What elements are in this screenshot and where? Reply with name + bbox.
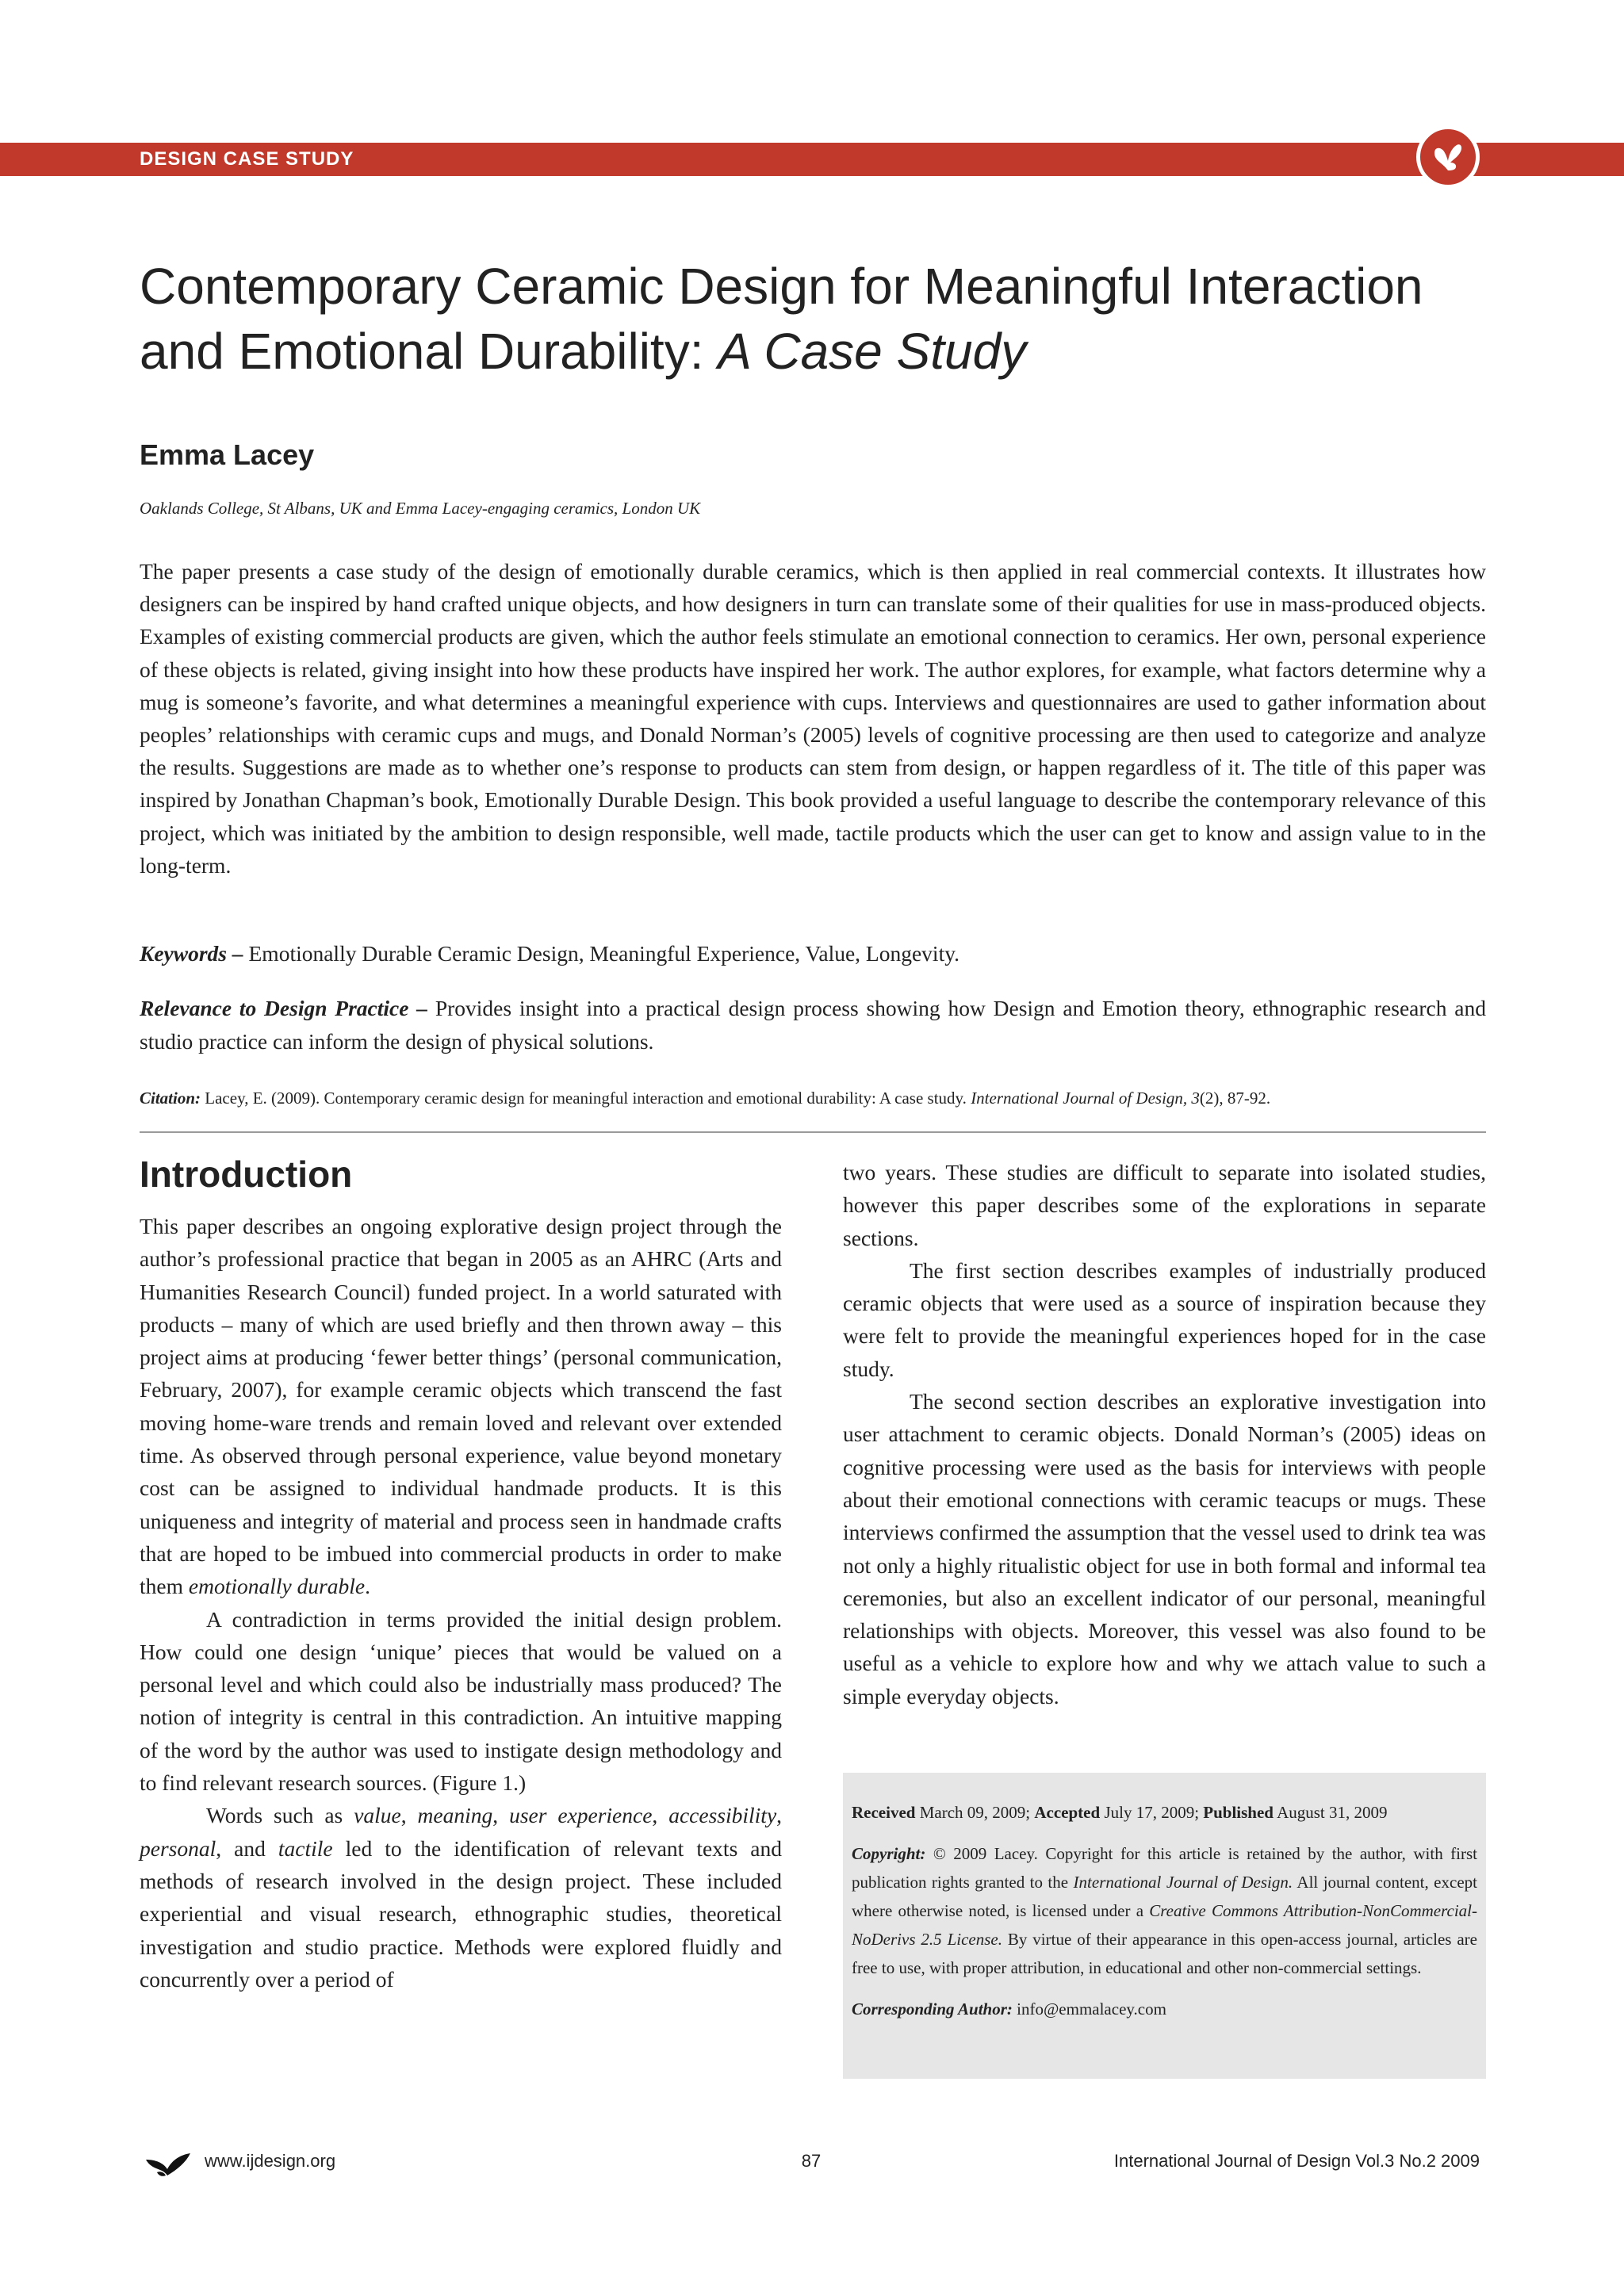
keywords-text: Emotionally Durable Ceramic Design, Meaningful Experience, Value, Longevity. xyxy=(243,941,960,966)
body-column-left xyxy=(140,1210,782,1996)
copyright-journal: International Journal of Design. xyxy=(1073,1873,1293,1892)
section-band xyxy=(0,143,1624,176)
corresponding-author-label: Corresponding Author: xyxy=(852,1999,1013,2019)
relevance-label: Relevance to Design Practice – xyxy=(140,996,428,1020)
received-date: March 09, 2009; xyxy=(915,1803,1035,1822)
citation-text: Lacey, E. (2009). Contemporary ceramic design for meaningful interaction and emotional durability: A case study. xyxy=(201,1089,971,1108)
paragraph-text: Words such as xyxy=(206,1803,354,1828)
relevance-text: Provides insight into a practical design process showing how Design and Emotion theory, ethnographic research and studio practice can inform the design of physical solutions. xyxy=(140,996,1487,1054)
section-heading-introduction: Introduction xyxy=(140,1154,353,1195)
keywords xyxy=(140,937,1486,970)
divider xyxy=(140,1131,1486,1133)
emphasis: user experience xyxy=(509,1803,653,1828)
paragraph-text: This paper describes an ongoing explorative design project through the author’s professional practice that began in 2005 as an AHRC (Arts and Humanities Research Council) funded project. In a world saturated with products – many of which are used briefly and then thrown away – this project aims at producing ‘fewer better things’ (personal communication, February, 2007), for example ceramic objects which transcend the fast moving home-ware trends and remain loved and relevant over extended time. As observed through personal experience, value beyond monetary cost can be assigned to individual handmade products. It is this uniqueness and integrity of material and process seen in handmade crafts that are hoped to be imbued into commercial products in order to make them xyxy=(140,1214,782,1599)
page-number: 87 xyxy=(801,2151,822,2171)
citation-label: Citation: xyxy=(140,1089,201,1108)
keywords-label: Keywords – xyxy=(140,941,243,966)
accepted-date: July 17, 2009; xyxy=(1100,1803,1204,1822)
accepted-label: Accepted xyxy=(1034,1803,1101,1822)
emphasis: accessibility xyxy=(668,1803,777,1828)
journal-butterfly-logo-icon xyxy=(1416,125,1480,189)
separator: , xyxy=(400,1803,418,1828)
emphasis: emotionally durable xyxy=(188,1574,366,1599)
emphasis: value xyxy=(354,1803,401,1828)
emphasis: tactile xyxy=(278,1835,333,1861)
copyright-notice xyxy=(852,1839,1477,1982)
paragraph-text: . xyxy=(365,1574,371,1599)
author-affiliation: Oaklands College, St Albans, UK and Emma Lacey-engaging ceramics, London UK xyxy=(140,499,701,518)
paragraph xyxy=(140,1210,782,1603)
footer-website-link[interactable]: www.ijdesign.org xyxy=(205,2151,336,2171)
received-label: Received xyxy=(852,1803,916,1822)
article-dates xyxy=(852,1798,1477,1827)
ijdesign-butterfly-icon xyxy=(143,2152,192,2183)
copyright-text: By virtue of their appearance in this open-access journal, articles are free to use, with proper attribution, in educational and other non-commercial settings. xyxy=(852,1930,1477,1977)
published-date: August 31, 2009 xyxy=(1274,1803,1388,1822)
paragraph: The second section describes an explorative investigation into user attachment to ceramic objects. Donald Norman’s (2005) ideas on cognitive processing were used as the basis for interviews with people about their emotional connections with ceramic teacups or mugs. These interviews confirmed the assumption that the vessel used to drink tea was not only a highly ritualistic object for use in both formal and informal tea ceremonies, but also an excellent indicator of our personal, meaningful relationships with objects. Moreover, this vessel was also found to be useful as a vehicle to explore how and why we attach value to such a simple everyday objects. xyxy=(843,1389,1486,1709)
published-label: Published xyxy=(1203,1803,1274,1822)
paragraph xyxy=(140,1799,782,1996)
paragraph: two years. These studies are difficult to separate into isolated studies, however this paper describes some of the explorations in separate sections. xyxy=(843,1160,1486,1250)
paragraph: The first section describes examples of industrially produced ceramic objects that were used as a source of inspiration because they were felt to provide the meaningful experiences hoped for in the case study. xyxy=(843,1257,1486,1381)
article-info-box xyxy=(843,1773,1486,2079)
citation xyxy=(140,1086,1486,1110)
footer-journal: International Journal of Design Vol.3 No.2 2009 xyxy=(1113,2151,1480,2171)
section-label: DESIGN CASE STUDY xyxy=(140,148,354,170)
separator: , xyxy=(776,1803,783,1828)
emphasis: personal xyxy=(140,1835,216,1861)
emphasis: meaning xyxy=(417,1803,493,1828)
copyright-license-link[interactable]: Creative Commons Attribution-NonCommercial-NoDerivs 2.5 License. xyxy=(852,1901,1477,1949)
relevance xyxy=(140,992,1486,1058)
corresponding-author xyxy=(852,1995,1477,2023)
paper-title xyxy=(140,254,1488,384)
author-name: Emma Lacey xyxy=(140,438,315,471)
separator: , xyxy=(492,1803,510,1828)
corresponding-author-email[interactable]: info@emmalacey.com xyxy=(1012,1999,1166,2019)
paper-title-main: Contemporary Ceramic Design for Meaningful Interaction and Emotional Durability: xyxy=(140,258,1423,380)
copyright-text: All journal content, except where otherwise noted, is licensed under a xyxy=(852,1873,1477,1920)
citation-issue: (2), 87-92. xyxy=(1199,1089,1271,1108)
body-column-right xyxy=(843,1156,1486,1712)
copyright-text: © 2009 Lacey. Copyright for this article is retained by the author, with first publication rights granted to the xyxy=(852,1844,1477,1892)
copyright-label: Copyright: xyxy=(852,1844,926,1863)
abstract: The paper presents a case study of the design of emotionally durable ceramics, which is then applied in real commercial contexts. It illustrates how designers can be inspired by hand crafted unique objects, and how designers in turn can translate some of their qualities for use in mass-produced objects. Examples of existing commercial products are given, which the author feels stimulate an emotional connection to ceramics. Her own, personal experience of these objects is related, giving insight into how these products have inspired her work. The author explores, for example, what factors determine why a mug is someone’s favorite, and what determines a meaningful experience with cups. Interviews and questionnaires are used to gather information about peoples’ relationships with ceramic cups and mugs, and Donald Norman’s (2005) levels of cognitive processing are then used to categorize and analyze the results. Suggestions are made as to whether one’s response to products can stem from design, or happen regardless of it. The title of this paper was inspired by Jonathan Chapman’s book, Emotionally Durable Design. This book provided a useful language to describe the contemporary relevance of this project, which was initiated by the ambition to design responsible, well made, tactile products which the user can get to know and assign value to in the long-term. xyxy=(140,559,1486,878)
paper-title-italic: A Case Study xyxy=(718,323,1027,380)
paragraph-text: led to the identification of relevant texts and methods of research involved in the design project. These included experiential and visual research, ethnographic studies, theoretical investigation and studio practice. Methods were explored fluidly and concurrently over a period of xyxy=(140,1835,782,1992)
paragraph: A contradiction in terms provided the initial design problem. How could one design ‘unique’ pieces that would be valued on a personal level and which could also be industrially mass produced? The notion of integrity is central in this contradiction. An intuitive mapping of the word by the author was used to instigate design methodology and to find relevant research sources. (Figure 1.) xyxy=(140,1606,782,1796)
separator: , and xyxy=(216,1835,278,1861)
citation-journal: International Journal of Design, 3 xyxy=(971,1089,1200,1108)
separator: , xyxy=(652,1803,669,1828)
